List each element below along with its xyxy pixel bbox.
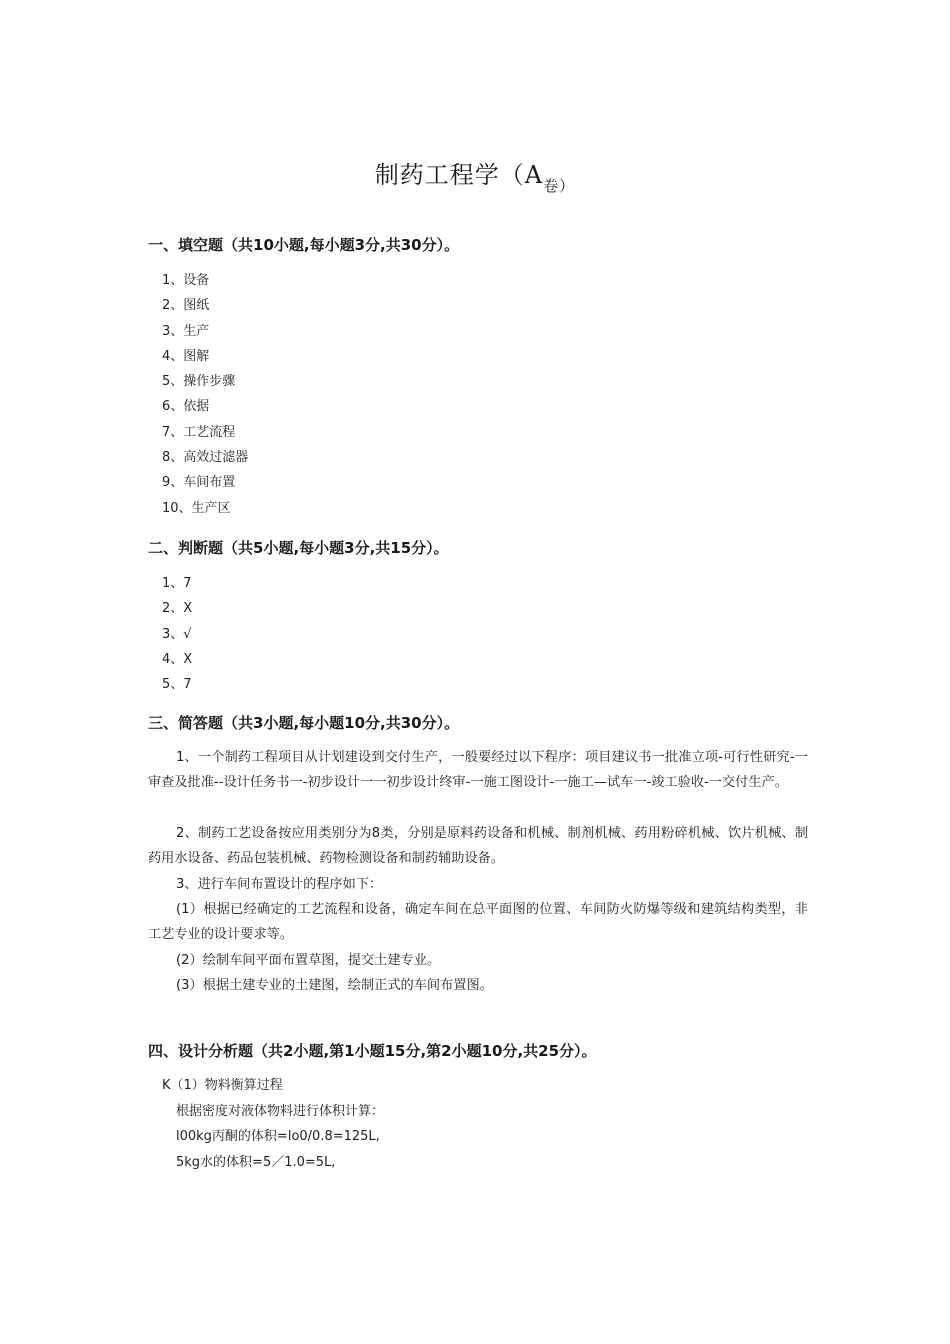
list-item: 5、7 bbox=[162, 677, 192, 693]
calc-line: 根据密度对液体物料进行体积计算： bbox=[176, 1103, 385, 1119]
title-sub: 卷） bbox=[543, 177, 576, 195]
section-3-heading: 三、简答题（共3小题,每小题10分,共30分）。 bbox=[148, 714, 460, 732]
section-2-answer-list bbox=[162, 571, 192, 697]
list-item: 4、X bbox=[162, 651, 193, 667]
list-item: 7、工艺流程 bbox=[162, 424, 236, 440]
list-item: 6、依据 bbox=[162, 399, 210, 415]
section-4-calculation bbox=[162, 1073, 384, 1175]
answer-paragraph-4: (1）根据已经确定的工艺流程和设备，确定车间在总平面图的位置、车间防火防爆等级和建筑结构类型，非工艺专业的设计要求等。 bbox=[148, 902, 808, 943]
list-item: 9、车间布置 bbox=[162, 475, 236, 491]
list-item: 4、图解 bbox=[162, 348, 210, 364]
answer-paragraph-1: 1、一个制药工程项目从计划建设到交付生产，一般要经过以下程序：项目建议书一批准立项-可行性研究-一审查及批准--设计任务书一-初步设计一一初步设计终审-一施工图设计-一施工—试车一-竣工验收-一交付生产。 bbox=[148, 750, 808, 791]
calc-line: 5kg水的体积=5／1.0=5L, bbox=[176, 1154, 336, 1170]
list-item: 1、设备 bbox=[162, 273, 210, 288]
section-2-heading: 二、判断题（共5小题,每小题3分,共15分）。 bbox=[148, 539, 449, 557]
list-item: 3、√ bbox=[162, 626, 192, 642]
list-item: 8、高效过滤器 bbox=[162, 450, 249, 466]
answer-paragraph-3: 3、进行车间布置设计的程序如下： bbox=[176, 877, 383, 892]
section-1-answer-list bbox=[162, 268, 248, 521]
list-item: 3、生产 bbox=[162, 323, 210, 339]
answer-paragraph-2: 2、制药工艺设备按应用类别分为8类，分别是原料药设备和机械、制剂机械、药用粉碎机械、饮片机械、制药用水设备、药品包装机械、药物检测设备和制药辅助设备。 bbox=[148, 826, 808, 867]
section-4-heading: 四、设计分析题（共2小题,第1小题15分,第2小题10分,共25分）。 bbox=[148, 1042, 597, 1060]
list-item: 2、X bbox=[162, 601, 193, 617]
list-item: 5、操作步骤 bbox=[162, 374, 236, 390]
answer-paragraph-5: (2）绘制车间平面布置草图，提交土建专业。 bbox=[176, 953, 441, 968]
answer-paragraph-6: (3）根据土建专业的土建图，绘制正式的车间布置图。 bbox=[176, 978, 493, 993]
list-item: 2、图纸 bbox=[162, 298, 210, 314]
page-title bbox=[0, 155, 950, 195]
title-main: 制药工程学（A bbox=[374, 161, 544, 189]
calc-line: l00kg丙酮的体积=lo0/0.8=125L, bbox=[176, 1129, 380, 1144]
list-item: 10、生产区 bbox=[162, 500, 231, 516]
calc-line: K（1）物料衡算过程 bbox=[162, 1078, 283, 1093]
list-item: 1、7 bbox=[162, 576, 192, 591]
section-1-heading: 一、填空题（共10小题,每小题3分,共30分）。 bbox=[148, 236, 460, 254]
